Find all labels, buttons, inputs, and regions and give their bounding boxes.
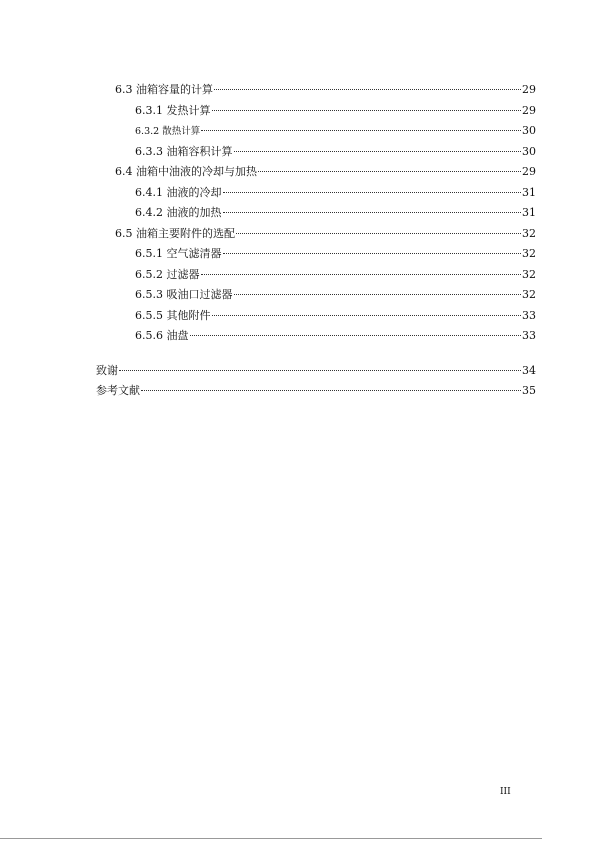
toc-entry-6-4-2[interactable] bbox=[96, 203, 536, 224]
dot-leader bbox=[190, 335, 522, 336]
toc-entry-page: 32 bbox=[522, 267, 536, 281]
toc-entry-6-4[interactable] bbox=[96, 162, 536, 183]
dot-leader bbox=[201, 130, 521, 131]
toc-entry-page: 30 bbox=[522, 144, 536, 158]
toc-entry-6-5-5[interactable] bbox=[96, 306, 536, 327]
toc-entry-6-3-2[interactable] bbox=[96, 121, 536, 142]
dot-leader bbox=[214, 89, 521, 90]
toc-entry-label: 6.3 油箱容量的计算 bbox=[115, 83, 213, 96]
toc-entry-6-3-3[interactable] bbox=[96, 142, 536, 163]
toc-entry-page: 33 bbox=[522, 329, 536, 342]
toc-entry-label: 6.3.2 散热计算 bbox=[135, 126, 201, 137]
toc-entry-page: 29 bbox=[522, 165, 536, 178]
toc-entry-label: 6.3.3 油箱容积计算 bbox=[135, 144, 233, 158]
toc-entry-label: 6.5 油箱主要附件的选配 bbox=[115, 226, 235, 240]
toc-entry-6-4-1[interactable] bbox=[96, 183, 536, 204]
dot-leader bbox=[234, 294, 522, 295]
toc-entry-label: 参考文献 bbox=[96, 384, 140, 397]
dot-leader bbox=[223, 212, 522, 213]
toc-entry-label: 6.5.3 吸油口过滤器 bbox=[135, 288, 233, 301]
toc-entry-label: 6.4.1 油液的冷却 bbox=[135, 185, 222, 199]
toc-entry-page: 31 bbox=[522, 206, 536, 219]
page-number: III bbox=[500, 787, 511, 797]
toc-entry-page: 33 bbox=[522, 308, 536, 322]
toc-entry-page: 32 bbox=[522, 247, 536, 260]
toc-entry-6-5-2[interactable] bbox=[96, 265, 536, 286]
toc-entry-label: 6.5.5 其他附件 bbox=[135, 308, 211, 322]
toc-entry-label: 6.5.2 过滤器 bbox=[135, 267, 200, 281]
toc-entry-label: 致谢 bbox=[96, 363, 118, 377]
dot-leader bbox=[234, 151, 522, 152]
dot-leader bbox=[223, 253, 522, 254]
toc-entry-page: 29 bbox=[522, 83, 536, 96]
dot-leader bbox=[119, 370, 521, 371]
dot-leader bbox=[212, 315, 522, 316]
toc-entry-acknowledgements[interactable] bbox=[96, 361, 536, 382]
toc-entry-page: 32 bbox=[522, 288, 536, 301]
dot-leader bbox=[258, 171, 521, 172]
toc-entry-page: 30 bbox=[522, 124, 536, 137]
toc-entry-page: 32 bbox=[522, 226, 536, 240]
toc-entry-6-5-1[interactable] bbox=[96, 244, 536, 265]
toc-entry-6-5-3[interactable] bbox=[96, 285, 536, 306]
dot-leader bbox=[201, 274, 522, 275]
toc-entry-page: 29 bbox=[522, 103, 536, 117]
table-of-contents bbox=[96, 80, 536, 402]
footer-rule bbox=[0, 838, 542, 839]
toc-entry-references[interactable] bbox=[96, 381, 536, 402]
dot-leader bbox=[223, 192, 522, 193]
toc-entry-label: 6.5.1 空气滤清器 bbox=[135, 247, 222, 260]
toc-entry-6-3-1[interactable] bbox=[96, 101, 536, 122]
dot-leader bbox=[141, 390, 521, 391]
toc-entry-page: 31 bbox=[522, 185, 536, 199]
toc-entry-6-5-6[interactable] bbox=[96, 326, 536, 347]
toc-entry-label: 6.5.6 油盘 bbox=[135, 329, 189, 342]
toc-entry-6-3[interactable] bbox=[96, 80, 536, 101]
toc-entry-label: 6.4.2 油液的加热 bbox=[135, 206, 222, 219]
dot-leader bbox=[236, 233, 521, 234]
toc-entry-label: 6.4 油箱中油液的冷却与加热 bbox=[115, 165, 257, 178]
toc-entry-page: 35 bbox=[522, 384, 536, 397]
toc-entry-page: 34 bbox=[522, 363, 536, 377]
toc-entry-6-5[interactable] bbox=[96, 224, 536, 245]
dot-leader bbox=[212, 110, 522, 111]
toc-entry-label: 6.3.1 发热计算 bbox=[135, 103, 211, 117]
